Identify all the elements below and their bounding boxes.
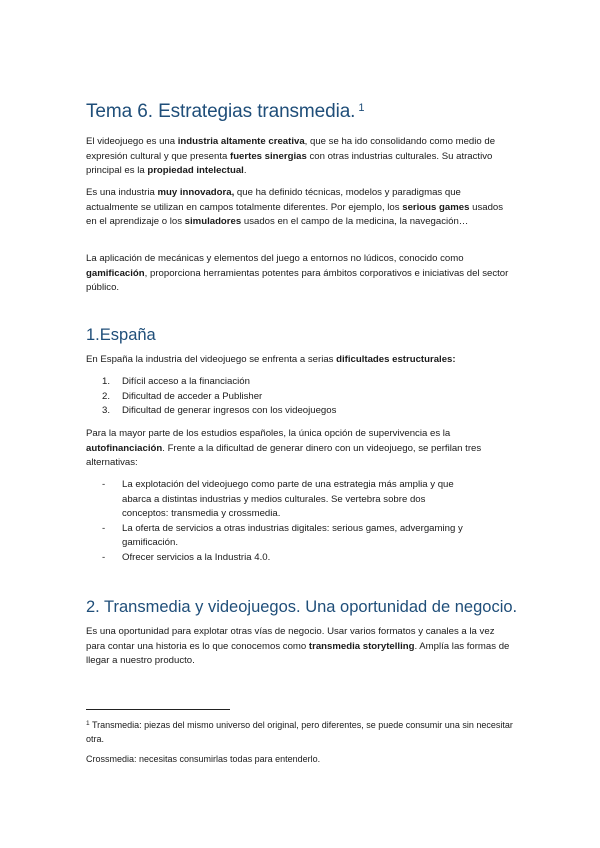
intro-paragraph-2: Es una industria muy innovadora, que ha definido técnicas, modelos y paradigmas que actualmente se utilizan en campos totalmente diferentes. Por ejemplo, los serious games usados en el aprendizaje o los simuladores usados en el campo de la medicina, la navegación… [86,187,504,228]
footnote-divider [86,709,230,710]
list-item: - La explotación del videojuego como parte de una estrategia más amplia y que abarca a distintas industrias y medios culturales. Se vertebra sobre dos conceptos: transmedia y crossmedia. [102,479,454,520]
espana-paragraph: Para la mayor parte de los estudios españoles, la única opción de supervivencia es la autofinanciación. Frente a la dificultad de generar dinero con un videojuego, se perfilan tres alternativas: [86,428,482,469]
section-heading-transmedia: 2. Transmedia y videojuegos. Una oportunidad de negocio. [86,598,518,616]
footnote-2: Crossmedia: necesitas consumirlas todas para entenderlo. [86,754,321,764]
list-item: - La oferta de servicios a otras industrias digitales: serious games, advergaming y gamificación. [102,522,463,549]
alternatives-list [102,478,463,566]
transmedia-paragraph: Es una oportunidad para explotar otras vías de negocio. Usar varios formatos y canales a la vez para contar una historia es lo que conocemos como transmedia storytelling. Amplía las formas de llegar a nuestro producto. [86,626,510,667]
list-item: 1. Difícil acceso a la financiación [102,376,250,387]
section-heading-espana: 1.España [86,326,156,344]
list-item: 3. Dificultad de generar ingresos con los videojuegos [102,405,337,417]
difficulties-list [102,375,337,419]
page-title: Tema 6. Estrategias transmedia. $^1$ [86,101,365,122]
list-item: - Ofrecer servicios a la Industria 4.0. [102,551,271,563]
intro-paragraph-3: La aplicación de mecánicas y elementos del juego a entornos no lúdicos, conocido como gamificación, proporciona herramientas potentes para ámbitos corporativos e iniciativas del sector público. [86,253,509,294]
footnote-1: $^1$ Transmedia: piezas del mismo universo del original, pero diferentes, se puede consumir una sin necesitar otra. [86,720,513,744]
list-item: 2. Dificultad de acceder a Publisher [102,390,263,402]
intro-paragraph-1: El videojuego es una industria altamente creativa, que se ha ido consolidando como medio de expresión cultural y que presenta fuertes sinergias con otras industrias culturales. Su atractivo principal es la propiedad intelectual. [86,136,496,177]
footnote-ref[interactable]: 1 [358,102,365,114]
espana-lead: En España la industria del videojuego se enfrenta a serias dificultades estructurales: [86,354,456,365]
